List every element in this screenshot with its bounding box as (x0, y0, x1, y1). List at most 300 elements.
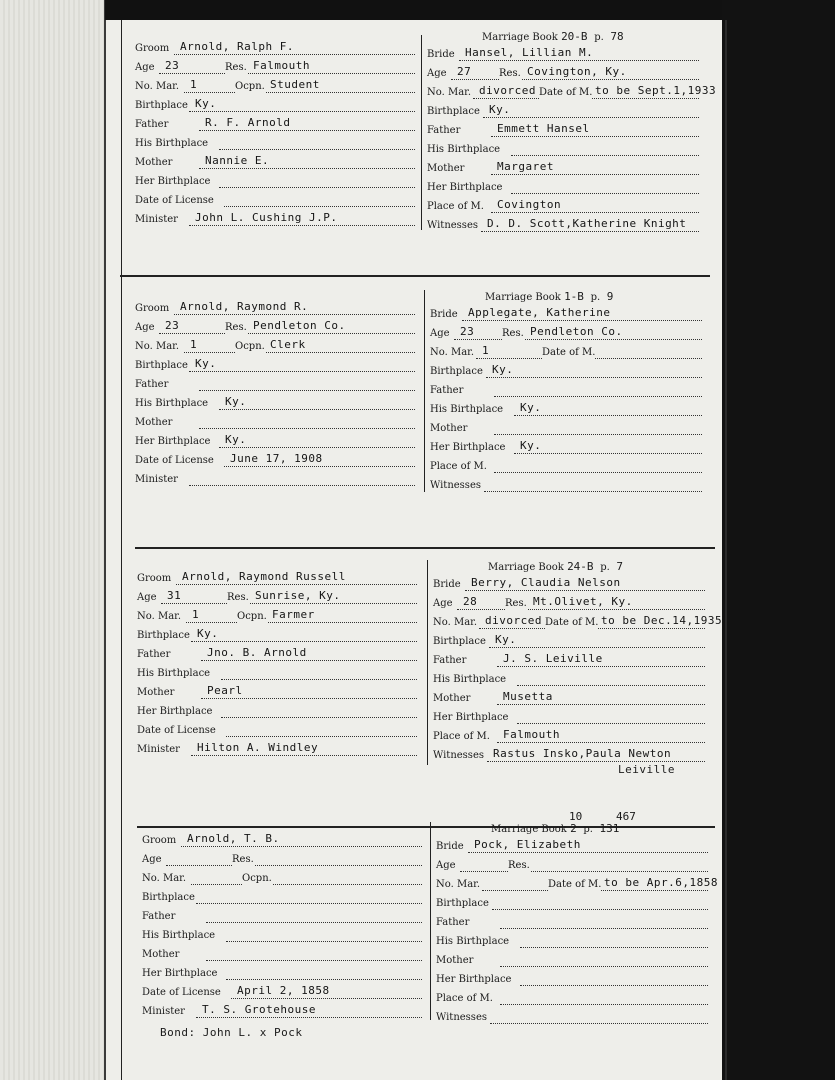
record-3-groom-birthplace-value: Ky. (197, 627, 219, 640)
record-2-bride-no-mar-value: 1 (482, 344, 490, 357)
record-4-groom-name-field (142, 832, 422, 850)
record-2-groom-mother-line (199, 428, 415, 429)
record-1-separator (120, 275, 710, 277)
record-1-bride-res-label: Res. (499, 65, 521, 83)
record-1-groom-date-of-license-label: Date of License (135, 195, 214, 206)
record-1-bride-place-of-m-label: Place of M. (427, 201, 484, 212)
record-1-bride-no-mar-value: divorced (479, 84, 536, 97)
record-1-groom-no-mar-value: 1 (190, 78, 198, 91)
record-4-bride-age-field (436, 857, 708, 875)
record-2-bride-place-of-m-label: Place of M. (430, 461, 487, 472)
record-4-groom-father-field (142, 908, 422, 926)
record-2-bride-witnesses-label: Witnesses (430, 480, 481, 491)
record-4-bride-place-of-m-label: Place of M. (436, 993, 493, 1004)
record-4-bride-her-birthplace-line (520, 985, 708, 986)
record-4-marriage-book-label: Marriage Book (491, 824, 567, 835)
record-2-bride-place-of-m-field (430, 458, 702, 476)
record-4-bride-date-of-m-label: Date of M. (548, 876, 601, 894)
record-4-bride-name-value: Pock, Elizabeth (474, 838, 581, 851)
record-3-groom-mother-value: Pearl (207, 684, 243, 697)
record-4-groom-birthplace-field (142, 889, 422, 907)
record-3-groom-date-of-license-line (226, 736, 417, 737)
record-1-groom-her-birthplace-label: Her Birthplace (135, 176, 211, 187)
record-3-groom-res-label: Res. (227, 589, 249, 607)
record-1-bride-his-birthplace-field (427, 141, 699, 159)
record-4-groom-minister-label: Minister (142, 1006, 185, 1017)
record-3-groom-father-label: Father (137, 649, 171, 660)
record-3-bride-no-mar-label: No. Mar. (433, 617, 478, 628)
record-4-groom-date-of-license-field (142, 984, 422, 1002)
page-left-rule (121, 20, 122, 1080)
record-1-groom-res-value: Falmouth (253, 59, 310, 72)
record-1-groom-birthplace-label: Birthplace (135, 100, 188, 111)
record-1-bride-father-value: Emmett Hansel (497, 122, 590, 135)
record-1-bride-birthplace-label: Birthplace (427, 106, 480, 117)
record-3-bride-name-label: Bride (433, 579, 461, 590)
record-3-groom-date-of-license-label: Date of License (137, 725, 216, 736)
record-3-bride-place-of-m-value: Falmouth (503, 728, 560, 741)
record-3-groom-minister-value: Hilton A. Windley (197, 741, 319, 754)
record-4-bride-age-line (460, 871, 708, 872)
record-1-groom-mother-label: Mother (135, 157, 173, 168)
record-3-groom-father-value: Jno. B. Arnold (207, 646, 307, 659)
record-2-groom-no-mar-label: No. Mar. (135, 341, 180, 352)
record-1-groom-her-birthplace-field (135, 173, 415, 191)
record-3-groom-name-field (137, 570, 417, 588)
record-3-groom-father-field (137, 646, 417, 664)
record-2-bride-his-birthplace-label: His Birthplace (430, 404, 504, 415)
record-3-bride-res-value: Mt.Olivet, Ky. (533, 595, 633, 608)
record-2-groom-birthplace-field (135, 357, 415, 375)
record-2-bride-age-label: Age (430, 328, 450, 339)
record-3-bride-mother-label: Mother (433, 693, 471, 704)
record-2-groom-her-birthplace-field (135, 433, 415, 451)
record-2-groom-mother-field (135, 414, 415, 432)
record-1-bride-no-mar-label: No. Mar. (427, 87, 472, 98)
record-1-bride-age-value: 27 (457, 65, 472, 78)
record-3-bride-birthplace-value: Ky. (495, 633, 517, 646)
record-1-groom-age-value: 23 (165, 59, 180, 72)
record-4-groom-father-line (206, 922, 422, 923)
record-2-groom-name-value: Arnold, Raymond R. (180, 300, 309, 313)
record-3-groom-no-mar-label: No. Mar. (137, 611, 182, 622)
record-1-bride-father-label: Father (427, 125, 461, 136)
record-2-groom-ocpn-label: Ocpn. (235, 338, 265, 356)
record-3-bride-her-birthplace-label: Her Birthplace (433, 712, 509, 723)
record-2-groom-no-mar-field (135, 338, 415, 356)
record-2-groom-father-field (135, 376, 415, 394)
record-4-groom-age-line (166, 865, 422, 866)
record-2-groom-minister-label: Minister (135, 474, 178, 485)
record-2-bride-date-of-m-label: Date of M. (542, 344, 595, 362)
record-3-groom-birthplace-line (191, 641, 417, 642)
record-2-bride-his-birthplace-value: Ky. (520, 401, 542, 414)
record-1-bride-mother-value: Margaret (497, 160, 554, 173)
record-1-groom-no-mar-field (135, 78, 415, 96)
record-3-groom-birthplace-field (137, 627, 417, 645)
record-4-divider (430, 822, 431, 1020)
record-2-bride-her-birthplace-field (430, 439, 702, 457)
record-3-bride-her-birthplace-field (433, 709, 705, 727)
record-4-groom-his-birthplace-line (226, 941, 422, 942)
record-2-bride-her-birthplace-value: Ky. (520, 439, 542, 452)
record-1-bride-birthplace-field (427, 103, 699, 121)
record-4-groom-minister-value: T. S. Grotehouse (202, 1003, 316, 1016)
record-1-bride-her-birthplace-field (427, 179, 699, 197)
record-2-groom-birthplace-label: Birthplace (135, 360, 188, 371)
record-3-groom-her-birthplace-line (221, 717, 417, 718)
record-4-groom-father-label: Father (142, 911, 176, 922)
record-2-groom-name-field (135, 300, 415, 318)
record-3-groom-name-label: Groom (137, 573, 172, 584)
record-1-bride-res-value: Covington, Ky. (527, 65, 627, 78)
record-3-groom-minister-field (137, 741, 417, 759)
record-2-bride-her-birthplace-label: Her Birthplace (430, 442, 506, 453)
record-4-groom-res-label: Res. (232, 851, 254, 869)
record-4-groom-no-mar-field (142, 870, 422, 888)
record-1-groom-father-value: R. F. Arnold (205, 116, 291, 129)
record-3-groom-his-birthplace-field (137, 665, 417, 683)
record-2-groom-ocpn-value: Clerk (270, 338, 306, 351)
record-1-bride-her-birthplace-line (511, 193, 699, 194)
record-3-bride-witnesses-continued: Leiville (618, 763, 675, 776)
record-4-groom-no-mar-line (191, 884, 422, 885)
record-1-groom-minister-label: Minister (135, 214, 178, 225)
record-4-groom-mother-line (206, 960, 422, 961)
record-2-groom-father-line (199, 390, 415, 391)
record-2-bride-his-birthplace-field (430, 401, 702, 419)
record-4-groom-no-mar-label: No. Mar. (142, 873, 187, 884)
record-4-bride-witnesses-label: Witnesses (436, 1012, 487, 1023)
record-2-bride-witnesses-field (430, 477, 702, 495)
record-2-bride-res-value: Pendleton Co. (530, 325, 623, 338)
record-4-bride-birthplace-line (492, 909, 708, 910)
record-1-groom-date-of-license-line (224, 206, 415, 207)
record-2-bride-name-field (430, 306, 702, 324)
record-3-groom-her-birthplace-label: Her Birthplace (137, 706, 213, 717)
record-2-bride-father-label: Father (430, 385, 464, 396)
record-2-bride-mother-field (430, 420, 702, 438)
record-3-bride-date-of-m-value: to be Dec.14,1935 (601, 614, 723, 627)
record-2-groom-birthplace-value: Ky. (195, 357, 217, 370)
record-1-bride-place-of-m-field (427, 198, 699, 216)
record-1-groom-name-label: Groom (135, 43, 170, 54)
record-1-bride-father-field (427, 122, 699, 140)
record-1-bride-mother-field (427, 160, 699, 178)
record-2-bride-father-line (494, 396, 702, 397)
record-1-groom-no-mar-label: No. Mar. (135, 81, 180, 92)
record-1-marriage-book-label: Marriage Book (482, 32, 558, 43)
record-1-bride-no-mar-field (427, 84, 717, 102)
record-4-bride-her-birthplace-label: Her Birthplace (436, 974, 512, 985)
record-2-groom-date-of-license-field (135, 452, 415, 470)
record-4-groom-mother-field (142, 946, 422, 964)
record-2-bride-age-value: 23 (460, 325, 475, 338)
record-3-groom-his-birthplace-line (221, 679, 417, 680)
record-1-bride-witnesses-label: Witnesses (427, 220, 478, 231)
record-3-bride-his-birthplace-field (433, 671, 705, 689)
record-1-groom-ocpn-label: Ocpn. (235, 78, 265, 96)
right-edge-line (725, 20, 727, 1080)
record-1-groom-birthplace-line (189, 111, 415, 112)
record-1-bride-witnesses-field (427, 217, 699, 235)
record-1-bride-birthplace-line (483, 117, 699, 118)
record-3-bride-res-label: Res. (505, 595, 527, 613)
record-4-groom-name-value: Arnold, T. B. (187, 832, 280, 845)
record-1-groom-ocpn-value: Student (270, 78, 320, 91)
record-2-page-label: p. (590, 292, 601, 303)
record-2-groom-date-of-license-label: Date of License (135, 455, 214, 466)
record-2-bride-birthplace-label: Birthplace (430, 366, 483, 377)
record-4-groom-age-label: Age (142, 854, 162, 865)
record-2-groom-age-value: 23 (165, 319, 180, 332)
record-3-bride-mother-value: Musetta (503, 690, 553, 703)
record-2-groom-age-label: Age (135, 322, 155, 333)
record-2-groom-his-birthplace-field (135, 395, 415, 413)
record-2-bride-father-field (430, 382, 702, 400)
record-2-groom-res-label: Res. (225, 319, 247, 337)
record-2-bride-name-value: Applegate, Katherine (468, 306, 611, 319)
record-1-bride-date-of-m-value: to be Sept.1,1933 (595, 84, 717, 97)
record-3-bride-place-of-m-label: Place of M. (433, 731, 490, 742)
record-3-bride-name-field (433, 576, 705, 594)
record-3-groom-mother-field (137, 684, 417, 702)
record-3-groom-birthplace-label: Birthplace (137, 630, 190, 641)
record-1-bride-date-of-m-label: Date of M. (539, 84, 592, 102)
record-2-groom-no-mar-value: 1 (190, 338, 198, 351)
record-3-bride-witnesses-value: Rastus Insko,Paula Newton (493, 747, 672, 760)
record-4-groom-date-of-license-value: April 2, 1858 (237, 984, 330, 997)
record-3-bride-mother-field (433, 690, 705, 708)
record-1-bride-place-of-m-value: Covington (497, 198, 562, 211)
record-2-bride-his-birthplace-line (514, 415, 702, 416)
record-1-bride-his-birthplace-line (511, 155, 699, 156)
record-4-book-correction: 10 (569, 810, 583, 823)
record-2-bride-res-label: Res. (502, 325, 524, 343)
record-1-groom-minister-value: John L. Cushing J.P. (195, 211, 338, 224)
record-3-groom-date-of-license-field (137, 722, 417, 740)
record-4-bride-mother-line (500, 966, 708, 967)
record-2-bride-her-birthplace-line (514, 453, 702, 454)
record-1-groom-birthplace-field (135, 97, 415, 115)
record-2-bride-place-of-m-line (494, 472, 702, 473)
record-2-bride-age-field (430, 325, 702, 343)
record-3-bride-age-label: Age (433, 598, 453, 609)
record-4-groom-age-field (142, 851, 422, 869)
record-2-groom-age-field (135, 319, 415, 337)
record-2-bride-no-mar-label: No. Mar. (430, 347, 475, 358)
record-3-separator (137, 826, 715, 828)
record-2-bride-no-mar-field (430, 344, 702, 362)
record-4-bond-note: Bond: John L. x Pock (160, 1026, 303, 1039)
record-4-bride-her-birthplace-field (436, 971, 708, 989)
record-1-page-number: 78 (603, 30, 624, 43)
record-1-bride-name-label: Bride (427, 49, 455, 60)
record-1-groom-father-label: Father (135, 119, 169, 130)
record-2-bride-birthplace-line (486, 377, 702, 378)
record-3-marriage-book-number: 24-B (567, 560, 601, 573)
record-3-bride-age-value: 28 (463, 595, 478, 608)
record-4-groom-name-label: Groom (142, 835, 177, 846)
record-3-groom-her-birthplace-field (137, 703, 417, 721)
record-3-bride-father-label: Father (433, 655, 467, 666)
record-2-bride-name-label: Bride (430, 309, 458, 320)
record-2-groom-name-label: Groom (135, 303, 170, 314)
record-2-bride-birthplace-value: Ky. (492, 363, 514, 376)
record-4-bride-father-field (436, 914, 708, 932)
record-3-bride-birthplace-field (433, 633, 705, 651)
record-3-groom-mother-label: Mother (137, 687, 175, 698)
record-3-bride-age-field (433, 595, 705, 613)
record-4-bride-his-birthplace-label: His Birthplace (436, 936, 510, 947)
record-1-bride-age-field (427, 65, 699, 83)
record-3-groom-no-mar-field (137, 608, 417, 626)
record-3-bride-her-birthplace-line (517, 723, 705, 724)
record-2-groom-her-birthplace-line (219, 447, 415, 448)
record-2-divider (424, 290, 425, 492)
record-4-bride-witnesses-line (490, 1023, 708, 1024)
record-3-bride-father-value: J. S. Leiville (503, 652, 603, 665)
record-2-groom-res-value: Pendleton Co. (253, 319, 346, 332)
record-2-groom-minister-field (135, 471, 415, 489)
record-3-groom-res-value: Sunrise, Ky. (255, 589, 341, 602)
record-1-bride-birthplace-value: Ky. (489, 103, 511, 116)
record-2-page-number: 9 (600, 290, 614, 303)
record-1-groom-his-birthplace-label: His Birthplace (135, 138, 209, 149)
left-margin-edge (104, 0, 106, 1080)
record-4-page-correction: 467 (616, 810, 636, 823)
record-4-bride-no-mar-label: No. Mar. (436, 879, 481, 890)
record-3-bride-date-of-m-label: Date of M. (545, 614, 598, 632)
record-4-bride-father-line (500, 928, 708, 929)
record-4-bride-no-mar-field (436, 876, 718, 894)
record-2-marriage-book-label: Marriage Book (485, 292, 561, 303)
record-3-page-number: 7 (609, 560, 624, 573)
record-1-groom-mother-value: Nannie E. (205, 154, 270, 167)
record-2-groom-date-of-license-value: June 17, 1908 (230, 452, 323, 465)
record-3-bride-father-field (433, 652, 705, 670)
record-2-bride-witnesses-line (484, 491, 702, 492)
record-4-bride-date-of-m-value: to be Apr.6,1858 (604, 876, 718, 889)
record-4-marriage-book-number: 2 (570, 822, 584, 835)
record-4-groom-mother-label: Mother (142, 949, 180, 960)
record-2-bride-birthplace-field (430, 363, 702, 381)
record-3-divider (427, 560, 428, 765)
record-4-bride-mother-label: Mother (436, 955, 474, 966)
record-4-bride-name-label: Bride (436, 841, 464, 852)
record-4-groom-her-birthplace-label: Her Birthplace (142, 968, 218, 979)
record-3-groom-ocpn-value: Farmer (272, 608, 315, 621)
record-3-bride-birthplace-line (489, 647, 705, 648)
record-3-bride-his-birthplace-label: His Birthplace (433, 674, 507, 685)
record-4-groom-minister-field (142, 1003, 422, 1021)
record-4-groom-ocpn-label: Ocpn. (242, 870, 272, 888)
record-1-groom-name-field (135, 40, 415, 58)
record-4-bride-res-label: Res. (508, 857, 530, 875)
record-1-bride-her-birthplace-label: Her Birthplace (427, 182, 503, 193)
record-3-bride-place-of-m-field (433, 728, 705, 746)
record-1-bride-his-birthplace-label: His Birthplace (427, 144, 501, 155)
record-3-marriage-book (488, 560, 623, 575)
record-2-marriage-book-number: 1-B (564, 290, 591, 303)
record-1-groom-father-field (135, 116, 415, 134)
record-3-marriage-book-label: Marriage Book (488, 562, 564, 573)
record-2-bride-mother-line (494, 434, 702, 435)
record-4-bride-place-of-m-line (500, 1004, 708, 1005)
record-1-groom-name-value: Arnold, Ralph F. (180, 40, 294, 53)
record-4-groom-date-of-license-label: Date of License (142, 987, 221, 998)
record-2-separator (135, 547, 715, 549)
record-2-groom-his-birthplace-label: His Birthplace (135, 398, 209, 409)
record-2-groom-his-birthplace-line (219, 409, 415, 410)
record-4-groom-her-birthplace-field (142, 965, 422, 983)
record-3-bride-no-mar-field (433, 614, 723, 632)
record-4-bride-mother-field (436, 952, 708, 970)
record-4-bride-birthplace-field (436, 895, 708, 913)
record-2-groom-mother-label: Mother (135, 417, 173, 428)
record-4-bride-name-field (436, 838, 708, 856)
record-3-groom-minister-label: Minister (137, 744, 180, 755)
record-3-groom-age-label: Age (137, 592, 157, 603)
left-film-margin (0, 0, 105, 1080)
record-1-bride-name-value: Hansel, Lillian M. (465, 46, 594, 59)
record-4-bride-his-birthplace-line (520, 947, 708, 948)
record-1-marriage-book (482, 30, 624, 45)
record-4-groom-his-birthplace-label: His Birthplace (142, 930, 216, 941)
record-2-groom-birthplace-line (189, 371, 415, 372)
record-1-groom-age-label: Age (135, 62, 155, 73)
record-4-bride-place-of-m-field (436, 990, 708, 1008)
record-2-groom-her-birthplace-value: Ky. (225, 433, 247, 446)
record-1-groom-his-birthplace-line (219, 149, 415, 150)
record-3-groom-age-value: 31 (167, 589, 182, 602)
record-4-bride-his-birthplace-field (436, 933, 708, 951)
record-4-groom-his-birthplace-field (142, 927, 422, 945)
record-3-groom-name-value: Arnold, Raymond Russell (182, 570, 346, 583)
record-4-page-label: p. (583, 824, 593, 835)
record-3-bride-his-birthplace-line (517, 685, 705, 686)
record-1-groom-her-birthplace-line (219, 187, 415, 188)
record-3-bride-birthplace-label: Birthplace (433, 636, 486, 647)
right-film-border (722, 0, 835, 1080)
record-1-groom-his-birthplace-field (135, 135, 415, 153)
record-1-page-label: p. (594, 32, 604, 43)
record-2-marriage-book (485, 290, 613, 305)
record-4-page-number: 131 (592, 822, 620, 835)
record-1-groom-date-of-license-field (135, 192, 415, 210)
record-1-divider (421, 35, 422, 230)
record-3-bride-no-mar-value: divorced (485, 614, 542, 627)
record-2-groom-minister-line (189, 485, 415, 486)
record-1-bride-name-field (427, 46, 699, 64)
record-1-groom-age-field (135, 59, 415, 77)
record-3-groom-age-field (137, 589, 417, 607)
record-4-groom-her-birthplace-line (226, 979, 422, 980)
record-1-groom-birthplace-value: Ky. (195, 97, 217, 110)
record-2-groom-her-birthplace-label: Her Birthplace (135, 436, 211, 447)
record-1-groom-minister-field (135, 211, 415, 229)
record-2-groom-his-birthplace-value: Ky. (225, 395, 247, 408)
record-3-bride-witnesses-label: Witnesses (433, 750, 484, 761)
record-1-groom-res-label: Res. (225, 59, 247, 77)
record-1-bride-witnesses-value: D. D. Scott,Katherine Knight (487, 217, 687, 230)
record-4-bride-witnesses-field (436, 1009, 708, 1027)
record-4-marriage-book (491, 822, 619, 837)
record-1-bride-mother-label: Mother (427, 163, 465, 174)
record-2-bride-mother-label: Mother (430, 423, 468, 434)
record-4-bride-age-label: Age (436, 860, 456, 871)
record-2-groom-father-label: Father (135, 379, 169, 390)
